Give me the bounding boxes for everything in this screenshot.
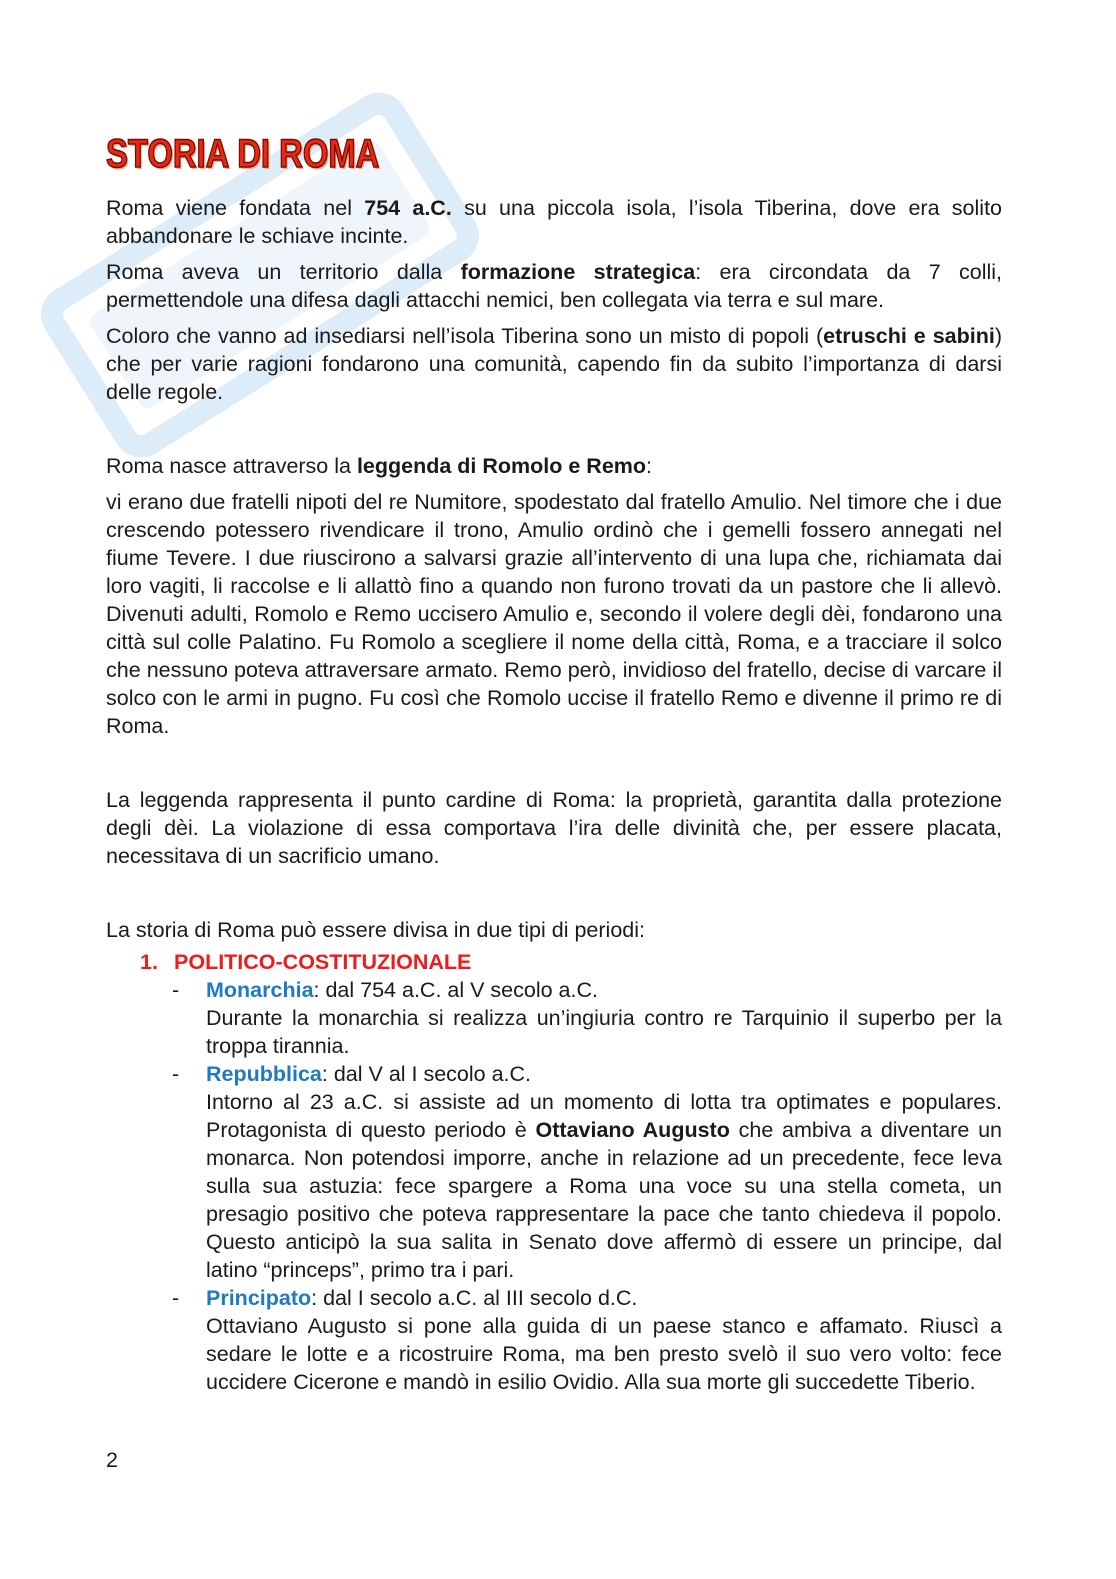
section-number: 1. xyxy=(140,950,158,974)
list-item xyxy=(106,1060,1002,1284)
period-description xyxy=(206,1088,1002,1284)
period-heading xyxy=(206,1284,1002,1312)
bullet-dash: - xyxy=(172,1286,180,1310)
period-heading xyxy=(206,1060,1002,1088)
period-heading xyxy=(206,976,1002,1004)
paragraph-legend-meaning: La leggenda rappresenta il punto cardine di Roma: la proprietà, garantita dalla protezione degli dèi. La violazione di essa comportava l’ira delle divinità che, per essere placata, necessitava di un sacrificio umano. xyxy=(106,788,1002,868)
period-range: : dal V al I secolo a.C. xyxy=(321,1062,532,1086)
period-range: : dal I secolo a.C. al III secolo d.C. xyxy=(311,1286,638,1310)
text: Roma aveva un territorio dalla xyxy=(106,260,461,284)
list-item xyxy=(106,976,1002,1060)
bold-date: 754 a.C. xyxy=(364,196,452,220)
bold-term: formazione strategica xyxy=(460,260,696,284)
text: Coloro che vanno ad insediarsi nell’isola Tiberina sono un misto di popoli ( xyxy=(106,324,824,348)
bullet-dash: - xyxy=(172,978,180,1002)
text: : xyxy=(646,454,653,478)
text: : era circondata da 7 colli, permettendole una difesa dagli attacchi nemici, ben collegata via terra e sul mare. xyxy=(106,260,1003,312)
list-item xyxy=(106,1284,1002,1396)
text: Roma viene fondata nel xyxy=(106,196,365,220)
text: Intorno al 23 a.C. si assiste ad un momento di lotta tra optimates e populares. Protagonista di questo periodo è xyxy=(206,1090,1002,1142)
period-description: Ottaviano Augusto si pone alla guida di un paese stanco e affamato. Riuscì a sedare le lotte e a ricostruire Roma, ma ben presto svelò il suo vero volto: fece uccidere Cicerone e mandò in esilio Ovidio. Alla sua morte gli succedette Tiberio. xyxy=(206,1314,1002,1394)
bold-term: etruschi e sabini xyxy=(823,324,995,348)
page-title: STORIA DI ROMA xyxy=(106,132,380,176)
text: Roma nasce attraverso la xyxy=(106,454,357,478)
period-range: : dal 754 a.C. al V secolo a.C. xyxy=(313,978,598,1002)
paragraph-legend: vi erano due fratelli nipoti del re Numitore, spodestato dal fratello Amulio. Nel timore che i due crescendo potessero rivendicare il trono, Amulio ordinò che i gemelli fossero annegati nel fiume Tevere. I due riuscirono a salvarsi grazie all’intervento di una lupa che, richiamata dai loro vagiti, li raccolse e li allattò fino a quando non furono trovati da un pastore che li allevò. Divenuti adulti, Romolo e Remo uccisero Amulio e, secondo il volere degli dèi, fondarono una città sul colle Palatino. Fu Romolo a scegliere il nome della città, Roma, e a tracciare il solco che nessuno poteva attraversare armato. Remo però, invidioso del fratello, decise di varcare il solco con le armi in pugno. Fu così che Romolo uccise il fratello Remo e divenne il primo re di Roma. xyxy=(106,490,1002,738)
period-term: Repubblica xyxy=(206,1062,322,1086)
paragraph-territory xyxy=(106,258,1002,314)
section-heading xyxy=(140,948,1002,976)
period-description: Durante la monarchia si realizza un’ingiuria contro re Tarquinio il superbo per la troppa tirannia. xyxy=(206,1006,1002,1058)
periods-list xyxy=(106,976,1002,1396)
page-number: 2 xyxy=(106,1448,118,1472)
bold-name: Ottaviano Augusto xyxy=(535,1118,730,1142)
text: che ambiva a diventare un monarca. Non potendosi imporre, anche in relazione ad un precedente, fece leva sulla sua astuzia: fece spargere a Roma una voce su una stella cometa, un presagio positivo che poteva rappresentare la pace che tanto chiedeva il popolo. Questo anticipò la sua salita in Senato dove affermò di essere un principe, dal latino “princeps”, primo tra i pari. xyxy=(206,1118,1002,1282)
text: su una piccola isola, l’isola Tiberina, dove era solito abbandonare le schiave incinte. xyxy=(106,196,1003,248)
paragraph-peoples xyxy=(106,322,1002,406)
period-term: Principato xyxy=(206,1286,312,1310)
bullet-dash: - xyxy=(172,1062,180,1086)
paragraph-foundation xyxy=(106,194,1002,250)
period-term: Monarchia xyxy=(206,978,314,1002)
text: ) che per varie ragioni fondarono una comunità, capendo fin da subito l’importanza di darsi delle regole. xyxy=(106,324,1003,404)
bold-term: leggenda di Romolo e Remo xyxy=(356,454,647,478)
document-body xyxy=(106,194,1002,1396)
paragraph-legend-intro xyxy=(106,452,1002,480)
section-title: POLITICO-COSTITUZIONALE xyxy=(174,950,472,974)
paragraph-periods-intro: La storia di Roma può essere divisa in due tipi di periodi: xyxy=(106,918,645,942)
